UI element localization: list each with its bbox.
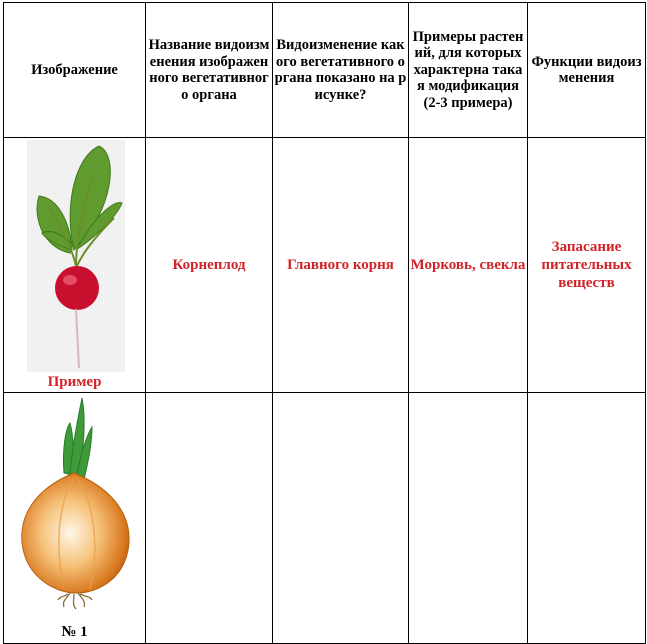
header-functions: Функции видоизменения: [528, 3, 646, 138]
header-organ: Видоизменение какого вегетативного органа показано на рисунке?: [273, 3, 409, 138]
caption-1: № 1: [61, 624, 88, 640]
cell-empty-organ[interactable]: [273, 393, 409, 644]
table-row-example: [4, 138, 646, 393]
cell-modification-name: Корнеплод: [146, 138, 273, 393]
table-row-1: [4, 393, 646, 644]
cell-empty-modification-name[interactable]: [146, 393, 273, 644]
image-cell-1: [4, 393, 146, 644]
worksheet-table-container: [3, 2, 646, 644]
cell-organ: Главного корня: [273, 138, 409, 393]
cell-empty-examples[interactable]: [409, 393, 528, 644]
header-image: Изображение: [4, 3, 146, 138]
cell-empty-function[interactable]: [528, 393, 646, 644]
radish-icon: [4, 138, 145, 392]
header-examples: Примеры растений, для которых характерна такая модификация (2-3 примера): [409, 3, 528, 138]
worksheet-table: [3, 2, 646, 644]
image-cell-example: [4, 138, 146, 393]
caption-example: Пример: [47, 374, 102, 390]
header-modification-name: Название видоизменения изображенного вегетативного органа: [146, 3, 273, 138]
onion-bulb-icon: [4, 393, 145, 643]
cell-function: Запасание питательных веществ: [528, 138, 646, 393]
header-row: [4, 3, 646, 138]
cell-examples: Морковь, свекла: [409, 138, 528, 393]
